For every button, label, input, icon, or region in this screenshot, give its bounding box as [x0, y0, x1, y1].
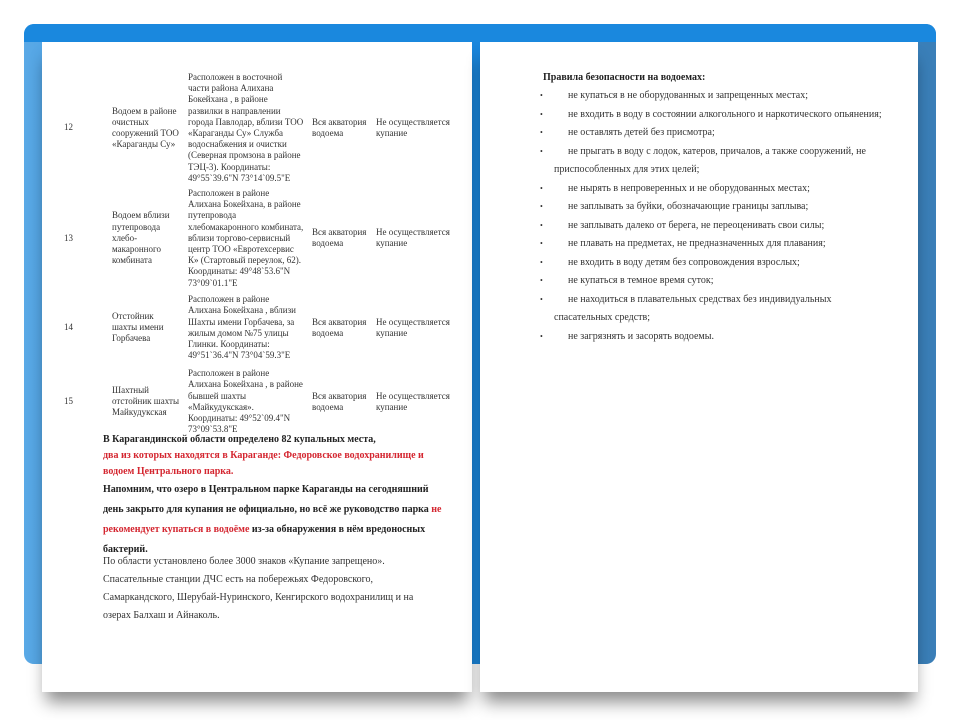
rule-text: не оставлять детей без присмотра;: [568, 127, 715, 138]
summary-paragraph: [103, 480, 443, 560]
bullet-icon: •: [540, 202, 543, 211]
safety-rules: [540, 72, 885, 346]
row-number: 13: [64, 232, 73, 243]
bullet-icon: •: [540, 331, 543, 341]
rule-text: не нырять в непроверенных и не оборудованных местах;: [568, 182, 810, 194]
rule-item: [540, 235, 885, 254]
bullet-icon: •: [540, 109, 543, 119]
rule-text: не прыгать в воду с лодок, катеров, причалов, а также сооружений, не приспособленных для этих целей;: [554, 145, 866, 175]
slide-frame-top: [24, 24, 936, 42]
bullet-icon: •: [540, 294, 543, 304]
water-body-name: Отстойник шахты имени Горбачева: [112, 311, 164, 344]
water-bodies-table: [60, 70, 456, 439]
rule-item: [540, 254, 885, 273]
paragraph-text: По области установлено более 3000 знаков «Купание запрещено». Спасательные станции ДЧС есть на побережьях Федоровского, Самаркандского, Шерубай-Нуринского, Кенгирского водохранилищ и на озерах Балхаш и Айнаколь.: [103, 556, 414, 621]
table-row: [60, 186, 456, 291]
rule-text: не плавать на предметах, не предназначенных для плавания;: [568, 238, 826, 249]
rule-item: [540, 272, 885, 291]
water-body-area: Вся акватория водоема: [312, 227, 367, 249]
summary-text: Напомним, что озеро в Центральном парке Караганды на сегодняшний день закрыто для купания не официально, но всё же руководство парка: [103, 484, 429, 515]
rule-text: не купаться в темное время суток;: [568, 275, 714, 286]
bathing-status: Не осуществляется купание: [376, 390, 450, 412]
rule-text: не входить в воду в состоянии алкогольного и наркотического опьянения;: [568, 108, 882, 120]
bathing-status: Не осуществляется купание: [376, 116, 450, 139]
summary-text-rest: из-за обнаружения в нём вредоносных бактерий.: [103, 524, 426, 555]
bathing-status: Не осуществляется купание: [376, 316, 450, 338]
bathing-status: Не осуществляется купание: [376, 227, 450, 249]
rules-title: Правила безопасности на водоемах:: [543, 72, 706, 83]
water-body-location: Расположен в районе Алихана Бокейхана , в районе бывшей шахты «Майкудукская». Координаты: 49°52`09.4"N 73°09`53.8"E: [188, 368, 303, 435]
bullet-icon: •: [540, 91, 543, 100]
bullet-icon: •: [540, 128, 543, 137]
water-body-location: Расположен в восточной части района Алихана Бокейхана , в районе развилки в направлении города Павлодар, вблизи ТОО «Караганды Су» Служба водоснабжения и очистки (Северная промзона в районе ТЭЦ-3). Координаты: 49°55`39.6"N 73°14`09.5"E: [188, 72, 304, 183]
summary-highlight: два из которых находятся в Караганде: Федоровское водохранилище и водоем Центрального парка.: [103, 450, 424, 477]
rule-item: [540, 198, 885, 217]
water-body-location: Расположен в районе Алихана Бокейхана , вблизи Шахты имени Горбачева, за жилым домом №75 улицы Глинки. Координаты: 49°51`36.4"N 73°04`59.3"E: [188, 294, 296, 361]
summary-warning: не рекомендует купаться в водоёме: [103, 504, 442, 535]
row-number: 15: [64, 396, 73, 407]
signs-and-stations-paragraph: [103, 553, 443, 625]
water-body-name: Шахтный отстойник шахты Майкудукская: [112, 385, 179, 418]
rule-text: не входить в воду детям без сопровождения взрослых;: [568, 256, 800, 268]
rule-item: [540, 217, 885, 236]
row-number: 14: [64, 322, 73, 333]
rule-item: [540, 328, 885, 347]
rule-text: не загрязнять и засорять водоемы.: [568, 330, 714, 342]
rule-item: [540, 143, 885, 180]
bullet-icon: •: [540, 183, 543, 193]
bullet-icon: •: [540, 146, 543, 156]
rule-text: не заплывать за буйки, обозначающие границы заплыва;: [568, 201, 809, 212]
rule-item: [540, 124, 885, 143]
rule-item: [540, 180, 885, 199]
summary-block: [103, 432, 443, 560]
bullet-icon: •: [540, 276, 543, 285]
water-body-area: Вся акватория водоема: [312, 116, 367, 139]
water-body-location: Расположен в районе Алихана Бокейхана, в районе путепровода хлебомакаронного комбината, вблизи торгово-сервисный центр ТОО «Евротехсервис К» (Стартовый переулок, 62). Координаты: 49°48`53.6"N 73°09`01.1"E: [188, 188, 304, 288]
water-body-name: Водоем вблизи путепровода хлебо-макаронного комбината: [112, 210, 170, 266]
water-body-name: Водоем в районе очистных сооружений ТОО «Караганды Су»: [112, 105, 179, 150]
rule-item: [540, 87, 885, 106]
row-number: 12: [64, 122, 73, 133]
water-body-area: Вся акватория водоема: [312, 390, 367, 412]
water-body-area: Вся акватория водоема: [312, 316, 367, 338]
table-row: [60, 365, 456, 439]
rule-item: [540, 106, 885, 125]
table-row: [60, 70, 456, 186]
bullet-icon: •: [540, 239, 543, 248]
bullet-icon: •: [540, 220, 543, 230]
rule-text: не купаться в не оборудованных и запрещенных местах;: [568, 90, 809, 101]
rule-text: не заплывать далеко от берега, не переоценивать свои силы;: [568, 219, 825, 231]
summary-line: В Карагандинской области определено 82 купальных места,: [103, 434, 376, 445]
table-row: [60, 291, 456, 365]
rules-list: [540, 87, 885, 346]
rule-text: не находиться в плавательных средствах без индивидуальных спасательных средств;: [554, 293, 832, 323]
rule-item: [540, 291, 885, 328]
bullet-icon: •: [540, 257, 543, 267]
